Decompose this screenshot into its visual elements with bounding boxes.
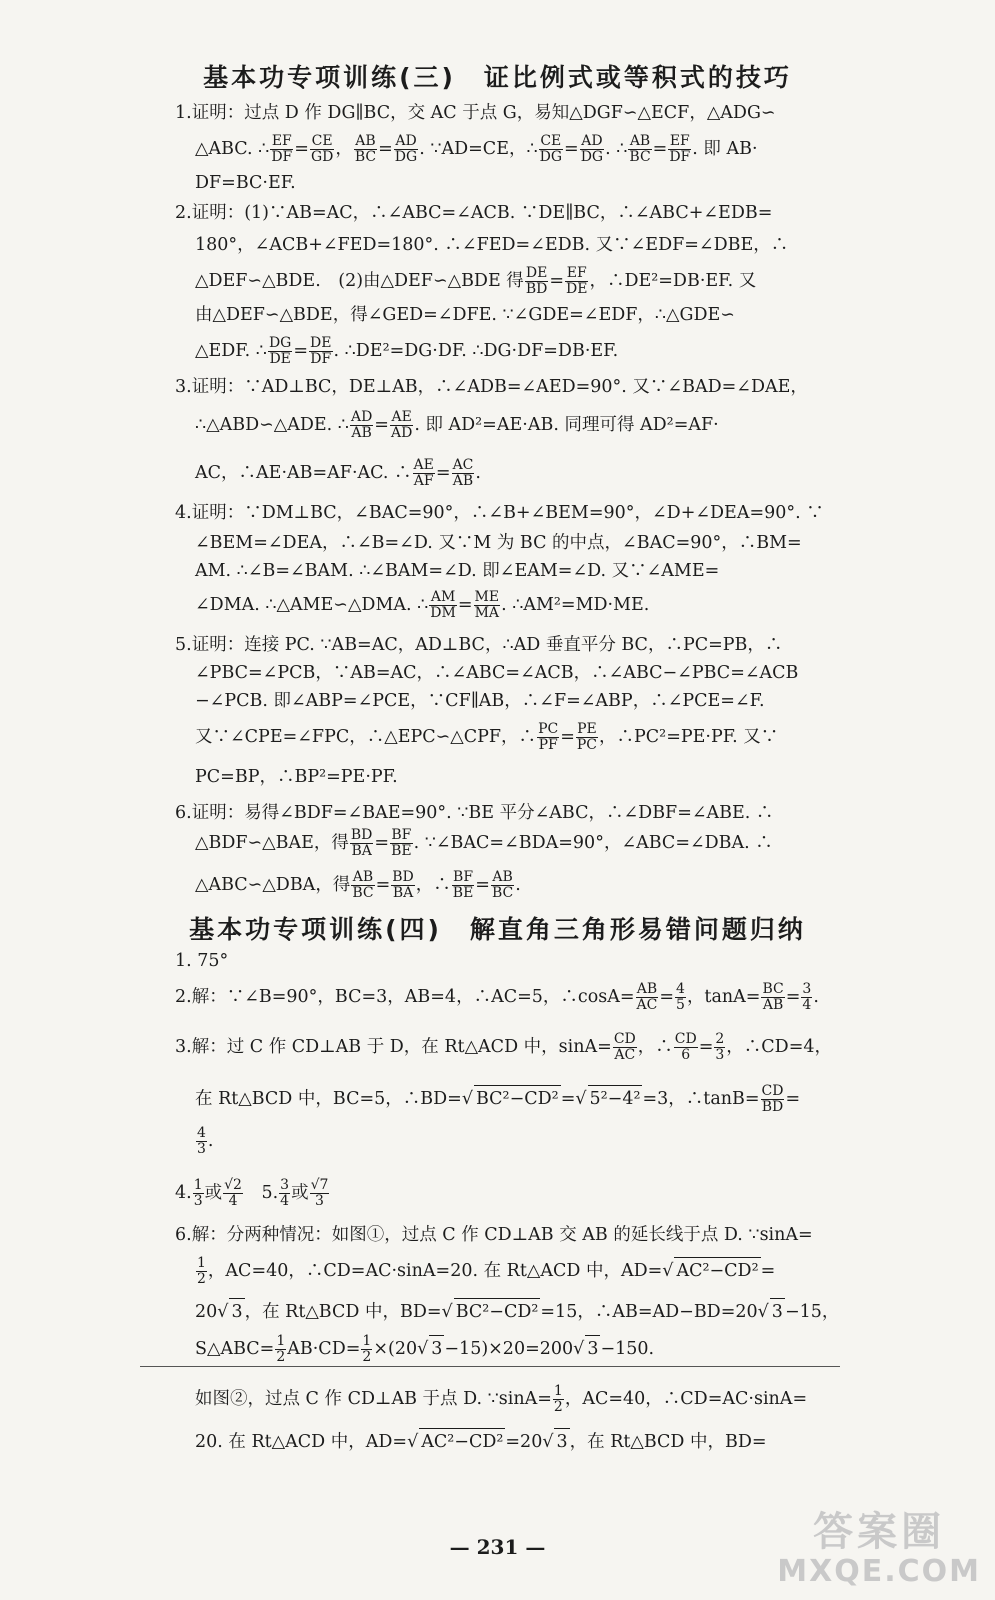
a2-line: 2.解：∵∠B=90°，BC=3，AB=4，∴AC=5，∴cosA= $\frac{AB}{AC}$ = $\frac{4}{5}$ ，tanA= $\frac{BC}{AB}$ = $\frac{3}{4}$ . [175, 981, 819, 1013]
fraction: $\frac{CE}{DG}$ [539, 133, 563, 165]
fraction: $\frac{CD}{BD}$ [761, 1083, 784, 1115]
a6-line2: $\frac{1}{2}$ ，AC=40，∴CD=AC·sinA=20. 在 Rt△ACD 中，AD=√ AC²−CD² = [197, 1255, 776, 1287]
watermark-logo-text: 答案圈 [813, 1509, 946, 1555]
fraction: $\frac{3}{4}$ [802, 981, 812, 1013]
fraction: $\frac{4}{5}$ [676, 981, 685, 1013]
fraction: $\frac{1}{2}$ [197, 1255, 206, 1287]
fraction: $\frac{AD}{DG}$ [580, 133, 604, 165]
fraction: $\frac{AB}{AC}$ [636, 981, 658, 1013]
fraction: $\frac{CE}{GD}$ [310, 133, 334, 165]
a4-a5-line: 4. $\frac{1}{3}$ 或 $\frac{√2}{4}$ 5. $\frac{3}{4}$ 或 $\frac{√7}{3}$ [175, 1177, 329, 1209]
fraction: $\frac{AB}{BC}$ [491, 869, 514, 901]
q2-line2: 180°，∠ACB+∠FED=180°. ∴∠FED=∠EDB. 又∵∠EDF=∠DBE，∴ [195, 235, 789, 255]
a3-line1: 3.解：过 C 作 CD⊥AB 于 D，在 Rt△ACD 中，sinA= $\frac{CD}{AC}$ ，∴ $\frac{CD}{6}$ = $\frac{2}{3}$ ，∴CD=4， [175, 1031, 832, 1063]
fraction: $\frac{AC}{AB}$ [452, 457, 474, 489]
q4-line3: AM. ∴∠B=∠BAM. ∴∠BAM=∠D. 即∠EAM=∠D. 又∵∠AME= [195, 561, 720, 581]
q6-line3: △ABC∽△DBA，得 $\frac{AB}{BC}$ = $\frac{BD}{BA}$ ，∴ $\frac{BF}{BE}$ = $\frac{AB}{BC}$ . [195, 869, 521, 901]
fraction: $\frac{AB}{BC}$ [352, 869, 374, 901]
q5-line4: 又∵∠CPE=∠FPC，∴△EPC∽△CPF，∴ $\frac{PC}{PF}$ = $\frac{PE}{PC}$ ，∴PC²=PE·PF. 又∵ [195, 721, 779, 753]
q3-line2: ∴△ABD∽△ADE. ∴ $\frac{AD}{AB}$ = $\frac{AE}{AD}$ . 即 AD²=AE·AB. 同理可得 AD²=AF· [195, 409, 719, 441]
fraction: $\frac{4}{3}$ [197, 1125, 206, 1157]
fraction: $\frac{1}{3}$ [193, 1177, 203, 1209]
a6-line3: 20√ 3 ，在 Rt△BCD 中，BD=√ BC²−CD² =15，∴AB=AD−BD=20√ 3 −15， [195, 1298, 815, 1325]
fraction: $\frac{AD}{AB}$ [350, 409, 373, 441]
fraction: $\frac{1}{2}$ [362, 1333, 372, 1365]
q4-line1: 4.证明：∵DM⊥BC，∠BAC=90°，∴∠B+∠BEM=90°，∠D+∠DEA=90°. ∵ [175, 503, 824, 523]
q5-line2: ∠PBC=∠PCB，∵AB=AC，∴∠ABC=∠ACB，∴∠ABC−∠PBC=∠ACB [195, 663, 799, 683]
q5-line3: −∠PCB. 即∠ABP=∠PCE，∵CF∥AB，∴∠F=∠ABP，∴∠PCE=∠F. [195, 691, 765, 711]
a6-line5: 如图②，过点 C 作 CD⊥AB 于点 D. ∵sinA= $\frac{1}{2}$ ，AC=40，∴CD=AC·sinA= [195, 1383, 808, 1415]
section3-heading: 基本功专项训练(三) 证比例式或等积式的技巧 [203, 63, 792, 92]
fraction: $\frac{DE}{BD}$ [525, 265, 548, 297]
fraction: $\frac{1}{2}$ [276, 1333, 286, 1365]
fraction: $\frac{CD}{6}$ [674, 1031, 697, 1063]
fraction: $\frac{EF}{DF}$ [271, 133, 293, 165]
fraction: $\frac{AD}{DG}$ [394, 133, 418, 165]
q1-line1: 1.证明：过点 D 作 DG∥BC，交 AC 于点 G，易知△DGF∽△ECF，△ADG∽ [175, 103, 776, 123]
fraction: $\frac{DG}{DE}$ [268, 335, 292, 367]
q2-line4: 由△DEF∽△BDE，得∠GED=∠DFE. ∵∠GDE=∠EDF，∴△GDE∽ [195, 305, 735, 325]
a6-line4: S△ABC= $\frac{1}{2}$ AB·CD= $\frac{1}{2}$ ×(20√ 3 −15)×20=200√ 3 −150. [195, 1333, 655, 1365]
q1-line3: DF=BC·EF. [195, 173, 296, 193]
fraction: $\frac{AE}{AD}$ [390, 409, 413, 441]
fraction: $\frac{AB}{BC}$ [354, 133, 377, 165]
fraction: $\frac{√2}{4}$ [224, 1177, 242, 1209]
q5-line5: PC=BP，∴BP²=PE·PF. [195, 767, 398, 787]
fraction: $\frac{2}{3}$ [715, 1031, 725, 1063]
q4-line2: ∠BEM=∠DEA，∴∠B=∠D. 又∵M 为 BC 的中点，∠BAC=90°，∴BM= [195, 533, 802, 553]
divider [140, 1366, 840, 1367]
section4-heading: 基本功专项训练(四) 解直角三角形易错问题归纳 [189, 915, 806, 944]
fraction: $\frac{√7}{3}$ [310, 1177, 329, 1209]
q3-line1: 3.证明：∵AD⊥BC，DE⊥AB，∴∠ADB=∠AED=90°. 又∵∠BAD=∠DAE， [175, 377, 808, 397]
a6-line6: 20. 在 Rt△ACD 中，AD=√ AC²−CD² =20√ 3 ，在 Rt△BCD 中，BD= [195, 1428, 815, 1455]
fraction: $\frac{BC}{AB}$ [762, 981, 784, 1013]
a6-line1: 6.解：分两种情况：如图①，过点 C 作 CD⊥AB 交 AB 的延长线于点 D. ∵sinA= [175, 1225, 813, 1245]
a3-line2: 在 Rt△BCD 中，BC=5，∴BD=√ BC²−CD² =√ 5²−4² =3，∴tanB= $\frac{CD}{BD}$ = [195, 1083, 801, 1115]
q5-line1: 5.证明：连接 PC. ∵AB=AC，AD⊥BC，∴AD 垂直平分 BC，∴PC=PB，∴ [175, 635, 783, 655]
fraction: $\frac{CD}{AC}$ [613, 1031, 636, 1063]
fraction: $\frac{BD}{BA}$ [350, 827, 373, 859]
q2-line5: △EDF. ∴ $\frac{DG}{DE}$ = $\frac{DE}{DF}$ . ∴DE²=DG·DF. ∴DG·DF=DB·EF. [195, 335, 619, 367]
fraction: $\frac{PC}{PF}$ [538, 721, 559, 753]
q6-line1: 6.证明：易得∠BDF=∠BAE=90°. ∵BE 平分∠ABC，∴∠DBF=∠ABE. ∴ [175, 803, 774, 823]
q1-line2: △ABC. ∴ $\frac{EF}{DF}$ = $\frac{CE}{GD}$ ， $\frac{AB}{BC}$ = $\frac{AD}{DG}$ . ∵AD=CE，∴ $\frac{CE}{DG}$ = $\frac{AD}{DG}$ . ∴ $\frac{AB}{BC}$ = $\frac{EF}{DF}$ . 即 AB· [195, 133, 758, 165]
fraction: $\frac{EF}{DF}$ [669, 133, 691, 165]
a1-line: 1. 75° [175, 951, 229, 971]
fraction: $\frac{AB}{BC}$ [629, 133, 651, 165]
watermark [777, 1509, 981, 1592]
fraction: $\frac{BF}{BE}$ [452, 869, 474, 901]
fraction: $\frac{3}{4}$ [280, 1177, 290, 1209]
page-number: — 231 — [449, 1535, 546, 1559]
fraction: $\frac{1}{2}$ [553, 1383, 563, 1415]
q4-line4: ∠DMA. ∴△AME∽△DMA. ∴ $\frac{AM}{DM}$ = $\frac{ME}{MA}$ . ∴AM²=MD·ME. [195, 589, 650, 621]
watermark-url: MXQE.COM [777, 1554, 981, 1589]
fraction: $\frac{ME}{MA}$ [474, 589, 500, 621]
fraction: $\frac{PE}{PC}$ [576, 721, 598, 753]
a3-line3: $\frac{4}{3}$ . [197, 1125, 214, 1157]
q2-line3: △DEF∽△BDE. (2)由△DEF∽△BDE 得 $\frac{DE}{BD}$ = $\frac{EF}{DE}$ ，∴DE²=DB·EF. 又 [195, 265, 757, 297]
fraction: $\frac{AM}{DM}$ [430, 589, 456, 621]
q6-line2: △BDF∽△BAE，得 $\frac{BD}{BA}$ = $\frac{BF}{BE}$ . ∵∠BAC=∠BDA=90°，∠ABC=∠DBA. ∴ [195, 827, 773, 859]
fraction: $\frac{DE}{DF}$ [310, 335, 332, 367]
fraction: $\frac{BD}{BA}$ [392, 869, 414, 901]
fraction: $\frac{EF}{DE}$ [566, 265, 588, 297]
fraction: $\frac{AE}{AF}$ [413, 457, 434, 489]
q3-line3: AC，∴AE·AB=AF·AC. ∴ $\frac{AE}{AF}$ = $\frac{AC}{AB}$ . [195, 457, 481, 489]
q2-line1: 2.证明：(1)∵AB=AC，∴∠ABC=∠ACB. ∵DE∥BC，∴∠ABC+∠EDB= [175, 203, 773, 223]
fraction: $\frac{BF}{BE}$ [391, 827, 412, 859]
